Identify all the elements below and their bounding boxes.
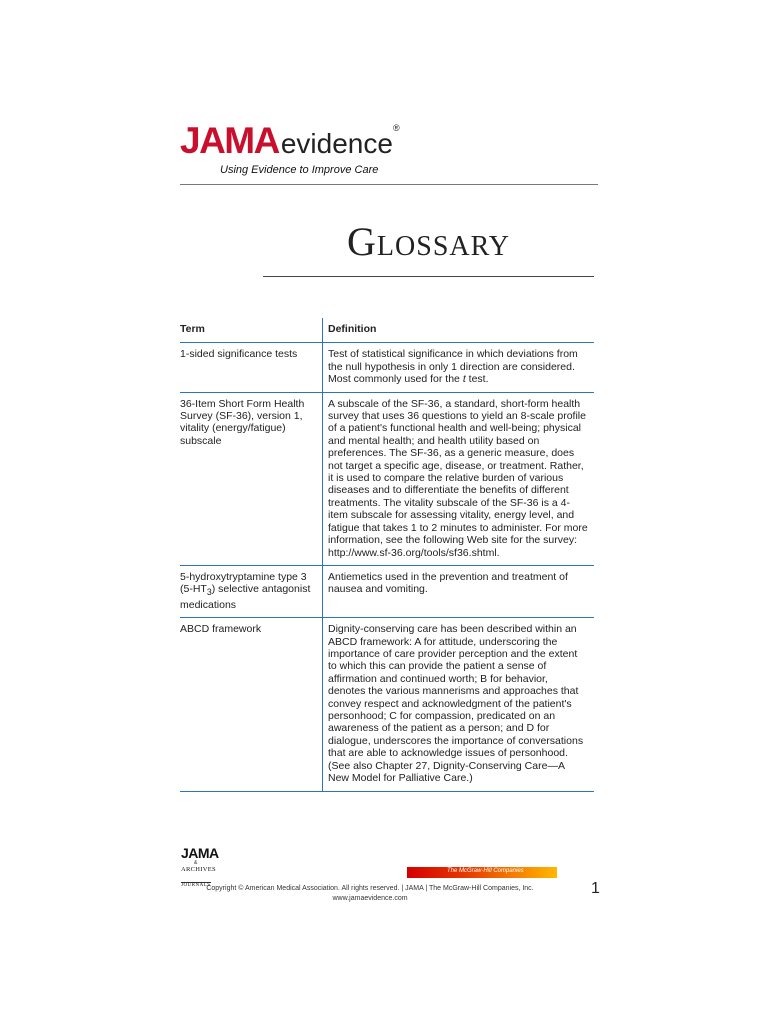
header-divider <box>180 184 598 185</box>
definition-column-header: Definition <box>323 318 595 343</box>
term-text-end: ) selective antagonist medications <box>180 583 311 611</box>
logo-tagline: Using Evidence to Improve Care <box>220 164 379 176</box>
definition-text: Test of statistical significance in which deviations from the null hypothesis in only 1 direction are considered. Most commonly used for the <box>328 348 578 386</box>
copyright-notice <box>180 884 560 904</box>
term-cell: 1-sided significance tests <box>180 343 323 392</box>
website-link[interactable]: www.jamaevidence.com <box>332 895 408 902</box>
jama-archives-logo <box>181 845 231 888</box>
definition-cell: Dignity-conserving care has been described within an ABCD framework: A for attitude, underscoring the importance of care provider perception and the extent to which this can provide the patient a sense of affirmation and continued worth; B for behavior, denotes the various mannerisms and approaches that convey respect and acknowledgment of the patient's personhood; C for compassion, predicated on an awareness of the patient as a person; and D for dialogue, underscores the importance of conversations that are able to acknowledge issues of personhood. (See also Chapter 27, Dignity-Conserving Care—A New Model for Palliative Care.) <box>323 618 595 791</box>
footer-logo-ampersand: & <box>194 860 198 866</box>
copyright-text: Copyright © American Medical Association. All rights reserved. | JAMA | The McGraw-Hill Companies, Inc. <box>206 885 534 892</box>
term-cell: ABCD framework <box>180 618 323 791</box>
term-cell <box>180 565 323 617</box>
registered-mark: ® <box>392 123 400 133</box>
footer-logo-journals: JOURNALS <box>181 883 211 888</box>
logo-evidence-text: evidence <box>280 128 393 159</box>
definition-cell <box>323 343 595 392</box>
definition-cell: A subscale of the SF-36, a standard, short-form health survey that uses 36 questions to yield an 8-scale profile of a patient's functional health and well-being; physical and mental health; and health utility based on preferences. The SF-36, as a generic measure, does not target a specific age, disease, or treatment. Rather, it is used to compare the relative burden of various diseases and to differentiate the benefits of different treatments. The vitality subscale of the SF-36 is a 4-item subscale for assessing vitality, energy level, and fatigue that takes 1 to 2 minutes to administer. For more information, see the following Web site for the survey: http://www.sf-36.org/tools/sf36.shtml. <box>323 392 595 565</box>
table-header-row <box>180 318 594 343</box>
logo-jama-text: JAMA <box>180 120 279 161</box>
definition-text-end: test. <box>465 373 489 386</box>
mcgraw-hill-text: The McGraw·Hill Companies <box>447 868 524 874</box>
term-column-header: Term <box>180 318 323 343</box>
page-title: Glossary <box>347 219 510 264</box>
table-row <box>180 618 594 791</box>
table-row <box>180 343 594 392</box>
term-text: 5-hydroxytryptamine type 3 (5-HT <box>180 570 307 596</box>
table-row <box>180 565 594 617</box>
mcgraw-hill-badge <box>407 867 557 878</box>
term-cell: 36-Item Short Form Health Survey (SF-36), version 1, vitality (energy/fatigue) subscale <box>180 392 323 565</box>
table-row <box>180 392 594 565</box>
definition-italic: t <box>462 373 466 386</box>
title-divider <box>263 276 594 277</box>
jama-evidence-logo <box>180 122 600 182</box>
footer-logo-archives: ARCHIVES <box>181 866 216 873</box>
definition-cell: Antiemetics used in the prevention and treatment of nausea and vomiting. <box>323 565 595 617</box>
glossary-table <box>180 318 594 792</box>
page-number: 1 <box>591 880 600 897</box>
logo-wordmark <box>180 122 400 159</box>
footer-logo-jama: JAMA <box>181 845 219 861</box>
term-subscript: 3 <box>206 587 212 598</box>
